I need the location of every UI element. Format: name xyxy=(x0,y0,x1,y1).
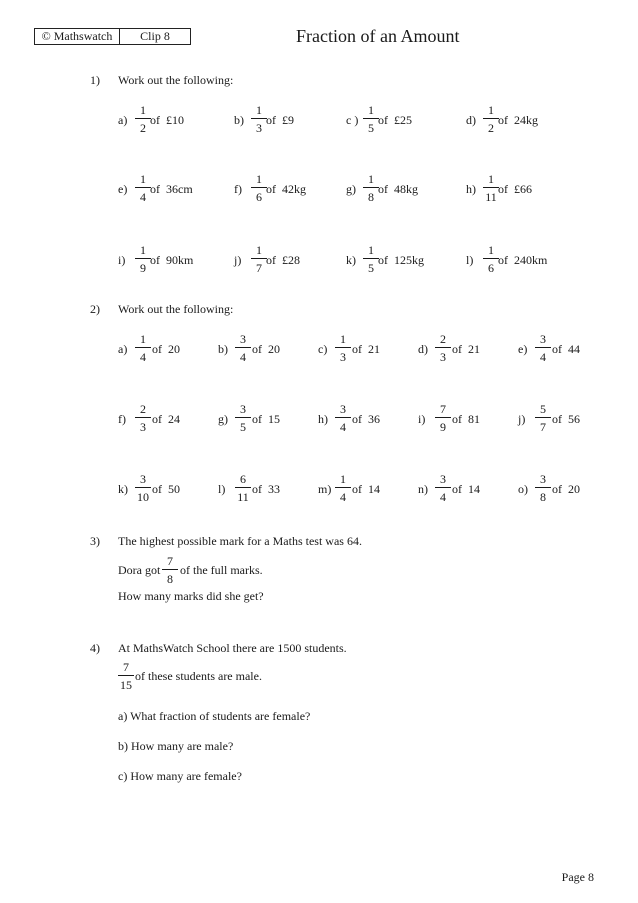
item-fraction xyxy=(135,243,151,275)
item-quantity: of 15 xyxy=(252,412,280,426)
item-label: f) xyxy=(118,412,126,426)
fraction-numerator: 1 xyxy=(140,172,146,186)
item-label: i) xyxy=(118,253,126,267)
fraction-bar xyxy=(435,487,451,488)
fraction-denominator: 3 xyxy=(140,420,146,434)
fraction-bar xyxy=(363,118,379,119)
q3-line1: The highest possible mark for a Maths test was 64. xyxy=(118,534,362,548)
copyright-text: © Mathswatch xyxy=(41,29,113,43)
item-quantity: of 81 xyxy=(452,412,480,426)
item-quantity: of 50 xyxy=(152,482,180,496)
fraction-bar xyxy=(135,258,151,259)
item-label: n) xyxy=(418,482,428,496)
fraction-denominator: 8 xyxy=(368,190,374,204)
fraction-denominator: 3 xyxy=(340,350,346,364)
item-fraction xyxy=(363,103,379,135)
fraction-numerator: 1 xyxy=(256,243,262,257)
fraction-numerator: 6 xyxy=(240,472,246,486)
q3-fraction xyxy=(162,554,178,586)
item-fraction xyxy=(135,172,151,204)
item-fraction xyxy=(535,402,551,434)
item-quantity: of £66 xyxy=(498,182,532,196)
fraction-bar xyxy=(135,417,151,418)
item-quantity: of 21 xyxy=(352,342,380,356)
fraction-bar xyxy=(483,258,499,259)
item-fraction xyxy=(435,402,451,434)
fraction-denominator: 7 xyxy=(540,420,546,434)
fraction-denominator: 11 xyxy=(237,490,249,504)
q4-fraction-denominator: 15 xyxy=(120,678,132,692)
fraction-bar xyxy=(135,187,151,188)
item-quantity: of 42kg xyxy=(266,182,306,196)
q4-part-a: a) What fraction of students are female? xyxy=(118,709,311,723)
item-fraction xyxy=(135,472,151,504)
fraction-denominator: 4 xyxy=(240,350,246,364)
item-quantity: of 48kg xyxy=(378,182,418,196)
item-fraction xyxy=(251,243,267,275)
item-label: j) xyxy=(234,253,242,267)
fraction-bar xyxy=(235,487,251,488)
fraction-numerator: 1 xyxy=(368,172,374,186)
item-quantity: of 36 xyxy=(352,412,380,426)
item-quantity: of 125kg xyxy=(378,253,424,267)
q3-fraction-denominator: 8 xyxy=(167,572,173,586)
item-quantity: of £9 xyxy=(266,113,294,127)
fraction-denominator: 4 xyxy=(140,350,146,364)
item-quantity: of 20 xyxy=(152,342,180,356)
q4-part-b: b) How many are male? xyxy=(118,739,234,753)
item-fraction xyxy=(435,472,451,504)
item-label: c) xyxy=(318,342,328,356)
fraction-denominator: 5 xyxy=(240,420,246,434)
item-label: e) xyxy=(118,182,128,196)
fraction-numerator: 3 xyxy=(240,402,246,416)
q4-fraction xyxy=(118,660,134,692)
page-title: Fraction of an Amount xyxy=(296,26,460,46)
q3-number: 3) xyxy=(90,534,100,548)
item-label: g) xyxy=(218,412,228,426)
q3-line2-prefix: Dora got xyxy=(118,563,161,577)
item-label: b) xyxy=(218,342,228,356)
fraction-bar xyxy=(335,417,351,418)
fraction-numerator: 7 xyxy=(440,402,446,416)
item-label: d) xyxy=(466,113,476,127)
fraction-denominator: 10 xyxy=(137,490,149,504)
fraction-bar xyxy=(251,258,267,259)
q4-line1: At MathsWatch School there are 1500 students. xyxy=(118,641,347,655)
fraction-numerator: 1 xyxy=(488,103,494,117)
item-label: h) xyxy=(318,412,328,426)
item-fraction xyxy=(335,402,351,434)
item-quantity: of 90km xyxy=(150,253,194,267)
fraction-numerator: 1 xyxy=(140,243,146,257)
item-quantity: of 14 xyxy=(352,482,380,496)
item-fraction xyxy=(335,472,351,504)
fraction-bar xyxy=(235,347,251,348)
fraction-numerator: 1 xyxy=(488,172,494,186)
item-quantity: of 56 xyxy=(552,412,580,426)
item-fraction xyxy=(483,103,499,135)
fraction-numerator: 5 xyxy=(540,402,546,416)
q4-part-c: c) How many are female? xyxy=(118,769,242,783)
item-label: b) xyxy=(234,113,244,127)
fraction-bar xyxy=(363,258,379,259)
item-quantity: of 36cm xyxy=(150,182,193,196)
item-quantity: of 20 xyxy=(552,482,580,496)
q1-instruction: Work out the following: xyxy=(118,73,234,87)
fraction-bar xyxy=(483,187,499,188)
clip-text: Clip 8 xyxy=(140,29,170,43)
q3-fraction-numerator: 7 xyxy=(167,554,173,568)
item-fraction xyxy=(251,172,267,204)
item-quantity: of 20 xyxy=(252,342,280,356)
q3-fraction-bar xyxy=(162,569,178,570)
item-label: l) xyxy=(466,253,474,267)
fraction-bar xyxy=(235,417,251,418)
fraction-bar xyxy=(435,347,451,348)
fraction-bar xyxy=(135,347,151,348)
fraction-denominator: 4 xyxy=(540,350,546,364)
fraction-numerator: 1 xyxy=(256,172,262,186)
fraction-numerator: 1 xyxy=(256,103,262,117)
q2-instruction: Work out the following: xyxy=(118,302,234,316)
item-fraction xyxy=(363,172,379,204)
fraction-denominator: 4 xyxy=(340,420,346,434)
fraction-denominator: 3 xyxy=(256,121,262,135)
item-quantity: of 14 xyxy=(452,482,480,496)
item-fraction xyxy=(135,402,151,434)
fraction-numerator: 3 xyxy=(540,472,546,486)
fraction-denominator: 3 xyxy=(440,350,446,364)
item-fraction xyxy=(535,472,551,504)
item-fraction xyxy=(135,103,151,135)
item-label: e) xyxy=(518,342,528,356)
fraction-bar xyxy=(363,187,379,188)
fraction-bar xyxy=(535,417,551,418)
q4-number: 4) xyxy=(90,641,100,655)
item-label: k) xyxy=(346,253,356,267)
item-quantity: of 21 xyxy=(452,342,480,356)
fraction-numerator: 3 xyxy=(540,332,546,346)
fraction-bar xyxy=(335,347,351,348)
q3-line2-suffix: of the full marks. xyxy=(180,563,263,577)
fraction-denominator: 2 xyxy=(140,121,146,135)
fraction-numerator: 1 xyxy=(340,332,346,346)
item-quantity: of 240km xyxy=(498,253,548,267)
item-label: a) xyxy=(118,113,128,127)
fraction-numerator: 3 xyxy=(340,402,346,416)
fraction-numerator: 1 xyxy=(140,103,146,117)
fraction-denominator: 9 xyxy=(140,261,146,275)
fraction-numerator: 2 xyxy=(140,402,146,416)
fraction-denominator: 6 xyxy=(488,261,494,275)
q2-number: 2) xyxy=(90,302,100,316)
fraction-denominator: 7 xyxy=(256,261,262,275)
fraction-bar xyxy=(135,118,151,119)
fraction-bar xyxy=(251,118,267,119)
item-label: m) xyxy=(318,482,332,496)
fraction-bar xyxy=(535,487,551,488)
fraction-numerator: 1 xyxy=(368,103,374,117)
item-quantity: of £28 xyxy=(266,253,300,267)
fraction-denominator: 6 xyxy=(256,190,262,204)
item-fraction xyxy=(135,332,151,364)
item-label: g) xyxy=(346,182,356,196)
item-fraction xyxy=(235,472,251,504)
fraction-numerator: 1 xyxy=(488,243,494,257)
fraction-numerator: 1 xyxy=(340,472,346,486)
q1-number: 1) xyxy=(90,73,100,87)
item-quantity: of 44 xyxy=(552,342,580,356)
fraction-numerator: 3 xyxy=(140,472,146,486)
fraction-numerator: 2 xyxy=(440,332,446,346)
fraction-bar xyxy=(335,487,351,488)
item-label: f) xyxy=(234,182,242,196)
item-fraction xyxy=(235,402,251,434)
item-fraction xyxy=(535,332,551,364)
item-label: d) xyxy=(418,342,428,356)
item-fraction xyxy=(363,243,379,275)
fraction-numerator: 3 xyxy=(440,472,446,486)
q3-line3: How many marks did she get? xyxy=(118,589,264,603)
item-label: h) xyxy=(466,182,476,196)
copyright-box xyxy=(34,28,120,45)
item-quantity: of 24 xyxy=(152,412,180,426)
fraction-bar xyxy=(135,487,151,488)
q4-fraction-numerator: 7 xyxy=(123,660,129,674)
item-quantity: of 24kg xyxy=(498,113,538,127)
fraction-denominator: 4 xyxy=(340,490,346,504)
item-fraction xyxy=(251,103,267,135)
fraction-bar xyxy=(483,118,499,119)
item-label: j) xyxy=(518,412,526,426)
fraction-bar xyxy=(251,187,267,188)
fraction-denominator: 4 xyxy=(440,490,446,504)
fraction-bar xyxy=(535,347,551,348)
item-label: o) xyxy=(518,482,528,496)
item-quantity: of £10 xyxy=(150,113,184,127)
fraction-denominator: 11 xyxy=(485,190,497,204)
fraction-denominator: 8 xyxy=(540,490,546,504)
fraction-denominator: 2 xyxy=(488,121,494,135)
item-fraction xyxy=(435,332,451,364)
item-label: l) xyxy=(218,482,226,496)
clip-box xyxy=(119,28,191,45)
fraction-bar xyxy=(435,417,451,418)
q4-fraction-bar xyxy=(118,675,134,676)
item-fraction xyxy=(235,332,251,364)
fraction-denominator: 9 xyxy=(440,420,446,434)
fraction-numerator: 3 xyxy=(240,332,246,346)
item-label: k) xyxy=(118,482,128,496)
item-fraction xyxy=(483,172,499,204)
item-quantity: of £25 xyxy=(378,113,412,127)
item-quantity: of 33 xyxy=(252,482,280,496)
item-fraction xyxy=(483,243,499,275)
item-label: a) xyxy=(118,342,128,356)
fraction-denominator: 5 xyxy=(368,121,374,135)
q4-line2: of these students are male. xyxy=(135,669,262,683)
fraction-numerator: 1 xyxy=(140,332,146,346)
fraction-denominator: 4 xyxy=(140,190,146,204)
fraction-denominator: 5 xyxy=(368,261,374,275)
item-label: i) xyxy=(418,412,426,426)
page-number: Page 8 xyxy=(561,870,594,884)
item-label: c ) xyxy=(346,113,359,127)
item-fraction xyxy=(335,332,351,364)
fraction-numerator: 1 xyxy=(368,243,374,257)
